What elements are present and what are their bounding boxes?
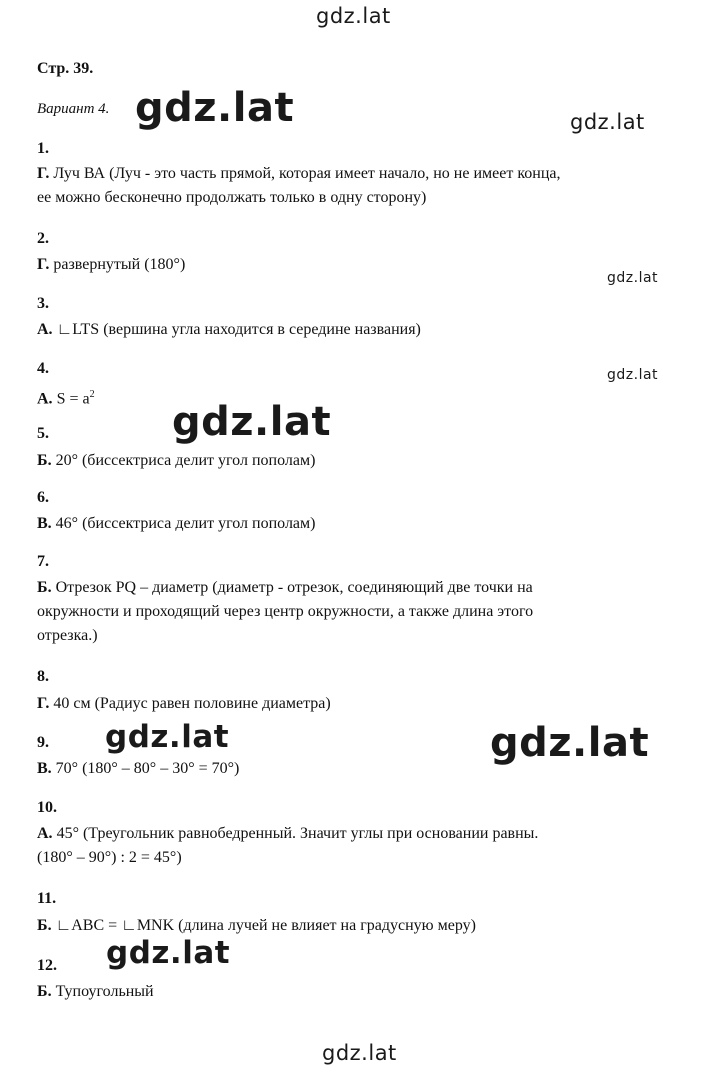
answer-10-line-1: 45° (Треугольник равнобедренный. Значит углы при основании равны. bbox=[56, 825, 539, 842]
answer-11-number: 11. bbox=[37, 890, 57, 907]
answer-4-number: 4. bbox=[37, 360, 49, 377]
answer-7-line-1: Отрезок PQ – диаметр (диаметр - отрезок, соединяющий две точки на bbox=[55, 579, 533, 596]
answer-6 bbox=[37, 512, 687, 536]
answer-3-letter: А. bbox=[37, 321, 53, 338]
answer-5 bbox=[37, 449, 687, 473]
answer-6-letter: В. bbox=[37, 515, 52, 532]
answer-10-line-2: (180° – 90°) : 2 = 45°) bbox=[37, 849, 182, 866]
answer-2-text: развернутый (180°) bbox=[53, 256, 186, 273]
answer-9-number: 9. bbox=[37, 734, 49, 751]
answer-8 bbox=[37, 692, 687, 716]
answer-4 bbox=[37, 383, 687, 411]
watermark-right-1: gdz.lat bbox=[570, 110, 645, 134]
answer-4-letter: А. bbox=[37, 390, 53, 408]
answer-5-number: 5. bbox=[37, 425, 49, 442]
answer-3-number: 3. bbox=[37, 295, 49, 312]
answer-1-line-2: ее можно бесконечно продолжать только в одну сторону) bbox=[37, 189, 427, 206]
answer-5-text: 20° (биссектриса делит угол пополам) bbox=[55, 452, 316, 469]
answer-1-letter: Г. bbox=[37, 165, 50, 182]
answer-10-letter: А. bbox=[37, 825, 53, 842]
answer-2 bbox=[37, 253, 687, 277]
answer-5-letter: Б. bbox=[37, 452, 52, 469]
answer-7-line-2: окружности и проходящий через центр окружности, а также длина этого bbox=[37, 603, 534, 620]
variant-label: Вариант 4. bbox=[37, 101, 110, 117]
answer-7-number: 7. bbox=[37, 553, 49, 570]
answer-8-text: 40 см (Радиус равен половине диаметра) bbox=[53, 695, 331, 712]
answer-3-text: ∟LTS (вершина угла находится в середине названия) bbox=[56, 321, 421, 338]
answer-1-line-1: Луч ВА (Луч - это часть прямой, которая имеет начало, но не имеет конца, bbox=[53, 165, 561, 182]
watermark-right-3: gdz.lat bbox=[607, 367, 659, 383]
answer-12-text: Тупоугольный bbox=[55, 983, 154, 1000]
answer-4-formula: S = a bbox=[56, 390, 90, 408]
answer-2-number: 2. bbox=[37, 230, 49, 247]
answer-1-number: 1. bbox=[37, 140, 49, 157]
answer-12-letter: Б. bbox=[37, 983, 52, 1000]
watermark-large-1: gdz.lat bbox=[135, 85, 295, 131]
watermark-large-2: gdz.lat bbox=[172, 399, 332, 445]
answer-3 bbox=[37, 318, 687, 342]
answer-11-letter: Б. bbox=[37, 917, 52, 934]
page-label: Стр. 39. bbox=[37, 60, 94, 77]
watermark-large-3: gdz.lat bbox=[490, 720, 650, 766]
answer-10-number: 10. bbox=[37, 799, 57, 816]
answer-2-letter: Г. bbox=[37, 256, 50, 273]
answer-4-exponent: 2 bbox=[89, 389, 95, 400]
answer-1 bbox=[37, 162, 687, 210]
answer-12-number: 12. bbox=[37, 957, 57, 974]
answer-6-text: 46° (биссектриса делит угол пополам) bbox=[55, 515, 316, 532]
answer-7-letter: Б. bbox=[37, 579, 52, 596]
answer-10 bbox=[37, 822, 687, 870]
answer-8-number: 8. bbox=[37, 668, 49, 685]
watermark-medium-1: gdz.lat bbox=[105, 719, 230, 755]
answer-9-text: 70° (180° – 80° – 30° = 70°) bbox=[55, 760, 240, 777]
answer-8-letter: Г. bbox=[37, 695, 50, 712]
answer-12 bbox=[37, 980, 687, 1004]
watermark-right-2: gdz.lat bbox=[607, 270, 659, 286]
answer-7 bbox=[37, 576, 687, 648]
answer-9-letter: В. bbox=[37, 760, 52, 777]
answer-6-number: 6. bbox=[37, 489, 49, 506]
watermark-top: gdz.lat bbox=[316, 4, 391, 28]
answer-7-line-3: отрезка.) bbox=[37, 627, 98, 644]
answer-11-text: ∟ABC = ∟MNK (длина лучей не влияет на градусную меру) bbox=[55, 917, 476, 934]
watermark-bottom: gdz.lat bbox=[322, 1041, 397, 1065]
watermark-medium-2: gdz.lat bbox=[106, 935, 231, 971]
